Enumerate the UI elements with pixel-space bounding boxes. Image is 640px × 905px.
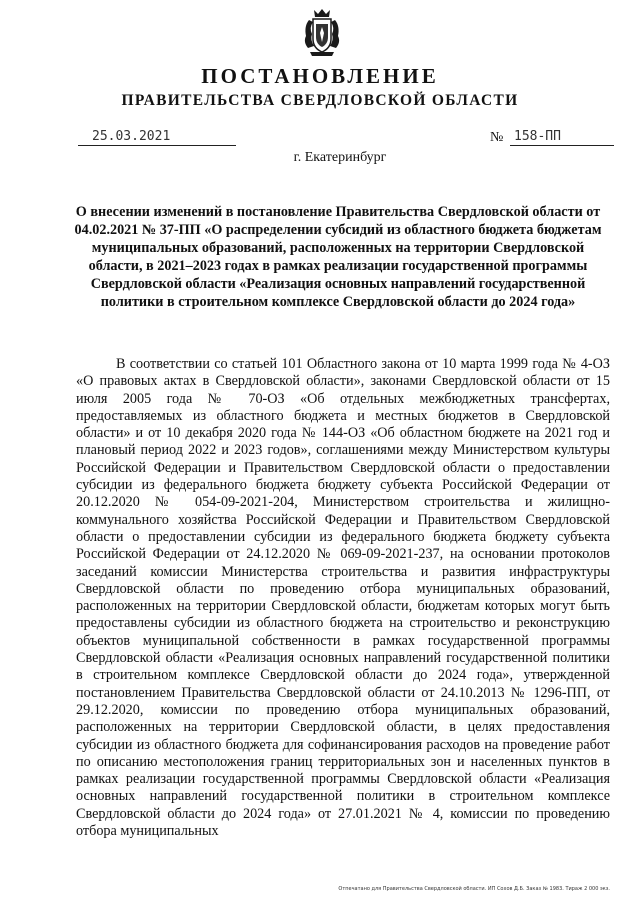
number-label: №	[490, 130, 504, 145]
document-title: ПОСТАНОВЛЕНИЕ	[201, 64, 439, 88]
coat-of-arms-icon	[300, 6, 344, 60]
document-date: 25.03.2021	[78, 128, 236, 146]
print-note: Отпечатано для Правительства Свердловской области. ИП Сохов Д.Б. Заказ № 1983. Тираж 2 000 экз.	[338, 886, 610, 892]
city-line: г. Екатеринбург	[293, 150, 387, 165]
document-issuer: ПРАВИТЕЛЬСТВА СВЕРДЛОВСКОЙ ОБЛАСТИ	[121, 92, 519, 109]
document-body: В соответствии со статьей 101 Областного закона от 10 марта 1999 года № 4-ОЗ «О правовых актах в Свердловской области», законами Свердловской области от 15 июля 2005 года № 70-ОЗ «Об отдельных межбюджетных трансфертах, предоставляемых из областного бюджета и местных бюджетов в Свердловской области» и от 10 декабря 2020 года № 144-ОЗ «Об областном бюджете на 2021 год и плановый период 2022 и 2023 годов», соглашениями между Министерством культуры Российской Федерации и Правительством Свердловской области о предоставлении субсидии из федерального бюджета бюджету субъекта Российской Федерации от 20.12.2020 № 054-09-2021-204, Министерством строительства и жилищно-коммунального хозяйства Российской Федерации и Правительством Свердловской области о предоставлении субсидии из федерального бюджета бюджету субъекта Российской Федерации от 24.12.2020 № 069-09-2021-237, на основании протоколов заседаний комиссии Министерства строительства и развития инфраструктуры Свердловской области по проведению отбора муниципальных образований, расположенных на территории Свердловской области, бюджетам которых могут быть предоставлены субсидии из областного бюджета на строительство и реконструкцию объектов муниципальной собственности в рамках государственной программы Свердловской области «Реализация основных направлений государственной политики в строительном комплексе Свердловской области до 2024 года», утвержденной постановлением Правительства Свердловской области от 24.10.2013 № 1296-ПП, от 29.12.2020, комиссии по проведению отбора муниципальных образований, расположенных на территории Свердловской области, в целях предоставления субсидии из областного бюджета для софинансирования расходов на проведение работ по описанию местоположения границ территориальных зон и населенных пунктов в рамках реализации государственной программы Свердловской области «Реализация основных направлений государственной политики в строительном комплексе Свердловской области до 2024 года» от 27.01.2021 № 4, комиссии по проведению отбора муниципальных	[76, 356, 610, 840]
document-number: 158-ПП	[510, 128, 614, 146]
document-heading: О внесении изменений в постановление Правительства Свердловской области от 04.02.2021 № 37-ПП «О распределении субсидий из областного бюджета бюджетам муниципальных образований, расположенных на территории Свердловской области, в 2021–2023 годах в рамках реализации государственной программы Свердловской области «Реализация основных направлений государственной политики в строительном комплексе Свердловской области до 2024 года»	[74, 204, 602, 310]
